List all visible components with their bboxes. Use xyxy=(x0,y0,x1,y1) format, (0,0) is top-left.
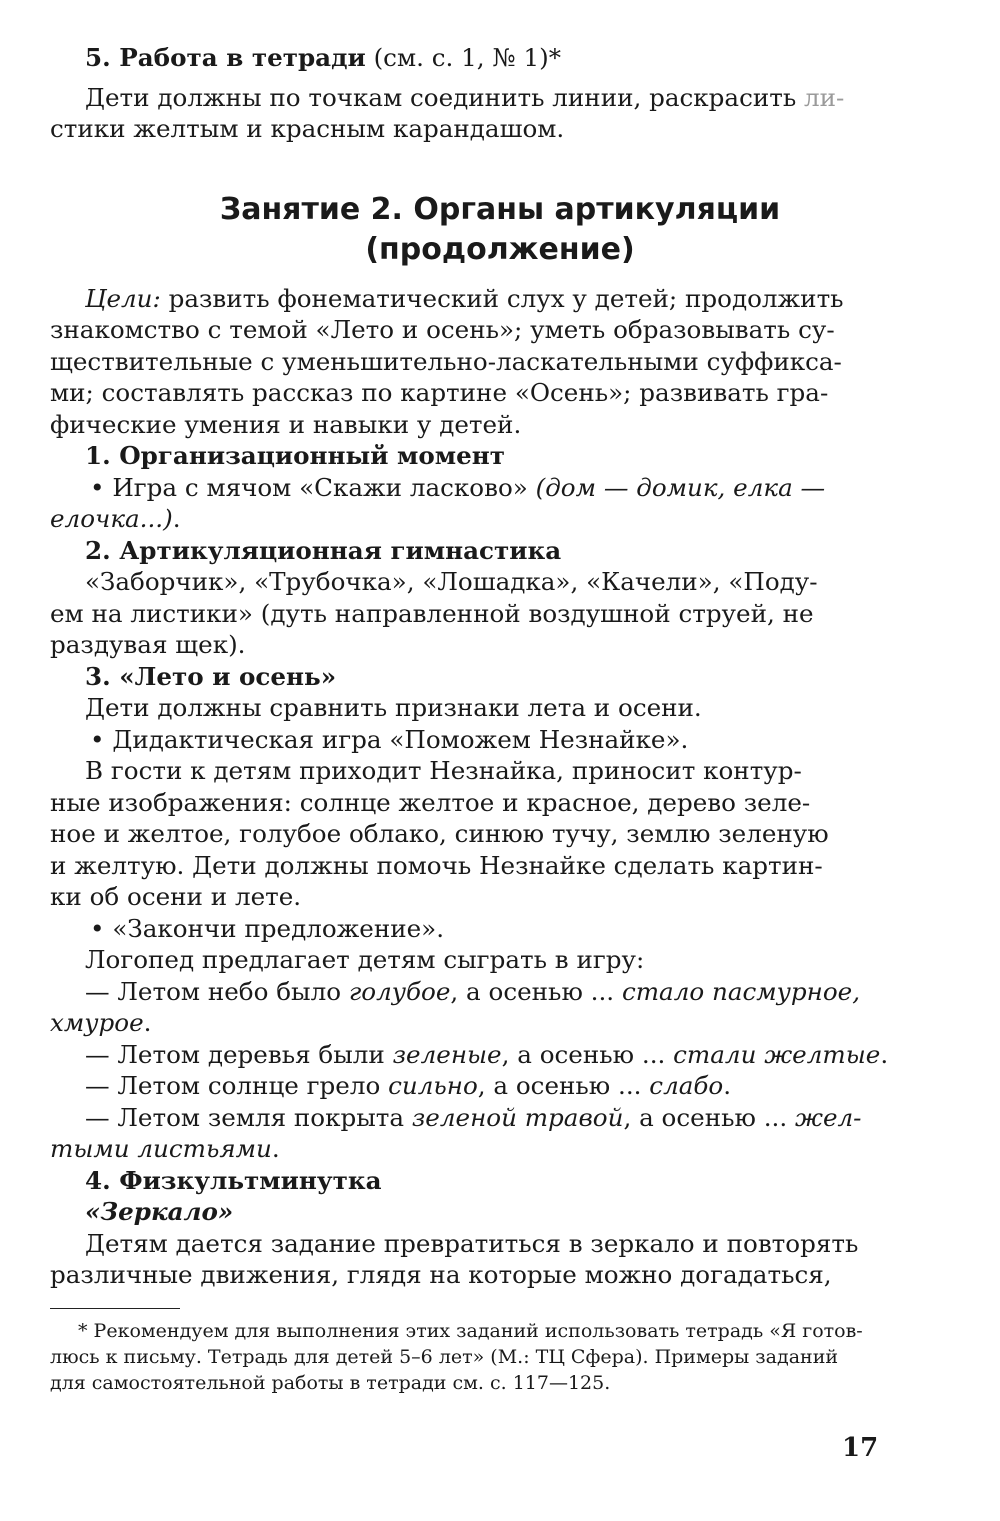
goals-label: Цели: xyxy=(85,284,161,313)
book-page: 5. Работа в тетради (см. с. 1, № 1)* Дети должны по точкам соединить линии, раскрасить ли- стики желтым и красным карандашом. Занятие 2. Органы артикуляции (продолжение) Цели: развить фонематический слух у детей; продолжить знакомство с темой «Лето и осень»; уметь образовывать су- ществительные с уменьшительно-ласкательными суффикса- ми; составлять рассказ по картине «Осень»; развивать гра- фические умения и навыки у детей. 1. Организационный момент • Игра с мячом «Скажи ласково» (дом — домик, елка — елочка...). 2. Артикуляционная гимнастика «Заборчик», «Трубочка», «Лошадка», «Качели», «Поду- ем на листики» (дуть направленной воздушной струей, не раздувая щек). 3. «Лето и осень» Дети должны сравнить признаки лета и осени. • Дидактическая игра «Поможем Незнайке». В гости к детям приходит Незнайка, приносит контур- ные изображения: солнце желтое и красное, дерево зеле- ное и желтое, голубое облако, синюю тучу, землю зеленую и желтую. Дети должны помочь Незнайке сделать картин- ки об осени и лете. • «Закончи предложение». Логопед предлагает детям сыграть в игру: — Летом небо было голубое, а осенью ... стало пасмурное, хмурое. — Летом деревья были зеленые, а осенью ... стали желтые. — Летом солнце грело сильно, а осенью ... слабо. — Летом земля покрыта зеленой травой, а осенью ... жел- тыми листьями. 4. Физкультминутка «Зеркало» Детям дается задание превратиться в зеркало и повторять различные движения, глядя на которые можно догадаться, * Рекомендуем для выполнения этих заданий использовать тетрадь «Я готов- люсь к письму. Тетрадь для детей 5–6 лет» (М.: ТЦ Сфера). Примеры заданий для самостоятельной работы в тетради см. с. 117—125. 17 xyxy=(0,0,1000,1521)
footnote-line-1: * Рекомендуем для выполнения этих заданий использовать тетрадь «Я готов- xyxy=(78,1320,863,1342)
page-number: 17 xyxy=(842,1433,879,1463)
lesson-title-line-1: Занятие 2. Органы артикуляции xyxy=(219,192,781,227)
item5-ref: (см. с. 1, № 1)* xyxy=(365,43,562,72)
footnote-line-3: для самостоятельной работы в тетради см. с. 117—125. xyxy=(50,1372,611,1394)
lesson-title-line-2: (продолжение) xyxy=(365,232,635,267)
footnote-line-2: люсь к письму. Тетрадь для детей 5–6 лет» (М.: ТЦ Сфера). Примеры заданий xyxy=(50,1346,839,1368)
footnote-divider xyxy=(50,1308,180,1309)
item5-heading: 5. Работа в тетради xyxy=(85,43,366,72)
